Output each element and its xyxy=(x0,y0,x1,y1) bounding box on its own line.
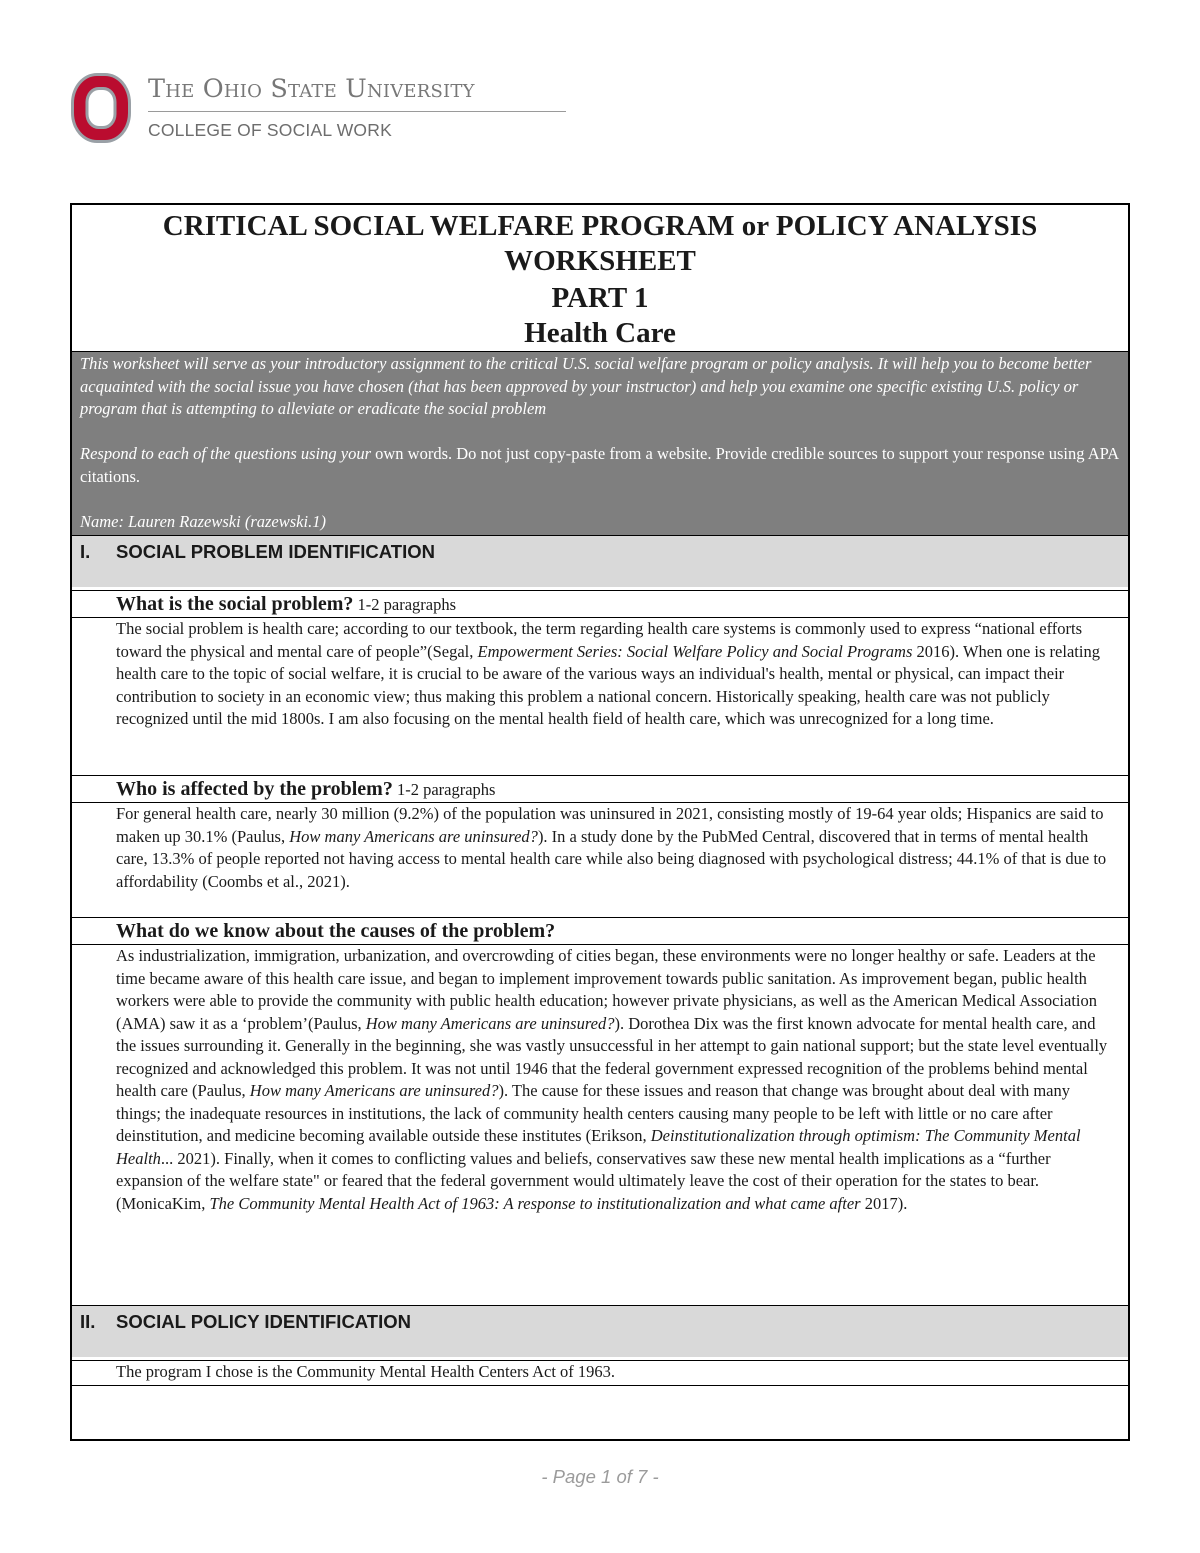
worksheet-title-block xyxy=(72,205,1128,351)
university-name: The Ohio State University xyxy=(148,74,475,104)
student-name: Name: Lauren Razewski (razewski.1) xyxy=(80,511,326,531)
section-title: SOCIAL POLICY IDENTIFICATION xyxy=(116,1311,411,1332)
question-what-is-problem xyxy=(72,590,1128,616)
ohio-state-block-o-logo xyxy=(70,72,132,144)
answer-causes: As industrialization, immigration, urbanization, and overcrowding of cities began, these environments were no longer healthy or safe. Leaders at the time became aware of this health care issue, and began to implement improvement towards public sanitation. As improvement began, public health workers were able to provide the community with public health education; however private physicians, as well as the American Medical Association (AMA) saw it as a ‘problem’(Paulus, How many Americans are uninsured?). Dorothea Dix was the first known advocate for mental health care, and the issues surrounding it. Generally in the beginning, she was vastly unsuccessful in her attempt to gain national support; but the state level eventually recognized and acknowledged this problem. It was not until 1946 that the federal government expressed recognition of the problems behind mental health care (Paulus, How many Americans are uninsured?). The cause for these issues and reason that change was brought about deal with many things; the inadequate resources in institutions, the lack of community health centers causing many people to be left with little or no care after deinstitution, and medicine becoming available outside these institutes (Erikson, Deinstitutionalization through optimism: The Community Mental Health... 2021). Finally, when it comes to conflicting values and beliefs, conservatives saw these new mental health implications as a “further expansion of the welfare state" or feared that the federal government would ultimately leave the cost of their operation for the states to bear. (MonicaKim, The Community Mental Health Act of 1963: A response to institutionalization and what came after 2017). xyxy=(72,944,1128,1305)
section-number: II. xyxy=(80,1311,96,1332)
page-number: - Page 1 of 7 - xyxy=(541,1466,659,1487)
section-number: I. xyxy=(80,541,91,562)
question-causes xyxy=(72,917,1128,943)
answer-who-affected: For general health care, nearly 30 million (9.2%) of the population was uninsured in 2021, consisting mostly of 19-64 year olds; Hispanics are said to maken up 30.1% (Paulus, How many Americans are uninsured?). In a study done by the PubMed Central, discovered that in terms of mental health care, 13.3% of people reported not having access to mental health care while also being diagnosed with psychological distress; 44.1% of that is due to affordability (Coombs et al., 2021). xyxy=(72,802,1128,917)
title-line-3: PART 1 xyxy=(551,282,649,314)
title-line-4: Health Care xyxy=(524,317,676,349)
title-line-2: WORKSHEET xyxy=(504,245,696,277)
instructions-paragraph-2: Respond to each of the questions using your own words. Do not just copy-paste from a website. Provide credible sources to support your response using APA citations. xyxy=(80,444,1119,486)
instructions-box xyxy=(72,351,1128,535)
length-note: 1-2 paragraphs xyxy=(392,780,496,799)
question-text: What is the social problem? xyxy=(116,593,354,615)
answer-what-is-problem: The social problem is health care; according to our textbook, the term regarding health care systems is commonly used to express “national efforts toward the physical and mental care of people”(Segal, Empowerment Series: Social Welfare Policy and Social Programs 2016). When one is relating health care to the topic of social welfare, it is crucial to be aware of the various ways an individual's health, mental or physical, can impact their contribution to society in an economic view; thus making this problem a national concern. Historically speaking, health care was not publicly recognized until the mid 1800s. I am also focusing on the mental health field of health care, which was unrecognized for a long time. xyxy=(72,617,1128,775)
instructions-paragraph: This worksheet will serve as your introductory assignment to the critical U.S. social welfare program or policy analysis. It will help you to become better acquainted with the social issue you have chosen (that has been approved by your instructor) and help you examine one specific existing U.S. policy or program that is attempting to alleviate or eradicate the social problem xyxy=(80,354,1092,418)
header-rule xyxy=(148,111,566,112)
section-title: SOCIAL PROBLEM IDENTIFICATION xyxy=(116,541,435,562)
college-name: COLLEGE OF SOCIAL WORK xyxy=(148,120,392,140)
question-text: What do we know about the causes of the problem? xyxy=(116,920,556,942)
worksheet-frame xyxy=(70,203,1130,1441)
section-social-policy xyxy=(72,1305,1128,1357)
question-who-affected xyxy=(72,775,1128,801)
section-social-problem xyxy=(72,535,1128,587)
length-note: 1-2 paragraphs xyxy=(353,595,457,614)
empty-answer-field xyxy=(72,1385,1128,1437)
program-answer: The program I chose is the Community Mental Health Centers Act of 1963. xyxy=(72,1360,1128,1385)
title-line-1: CRITICAL SOCIAL WELFARE PROGRAM or POLICY ANALYSIS xyxy=(162,210,1038,242)
question-text: Who is affected by the problem? xyxy=(116,778,393,800)
university-header xyxy=(70,70,570,145)
